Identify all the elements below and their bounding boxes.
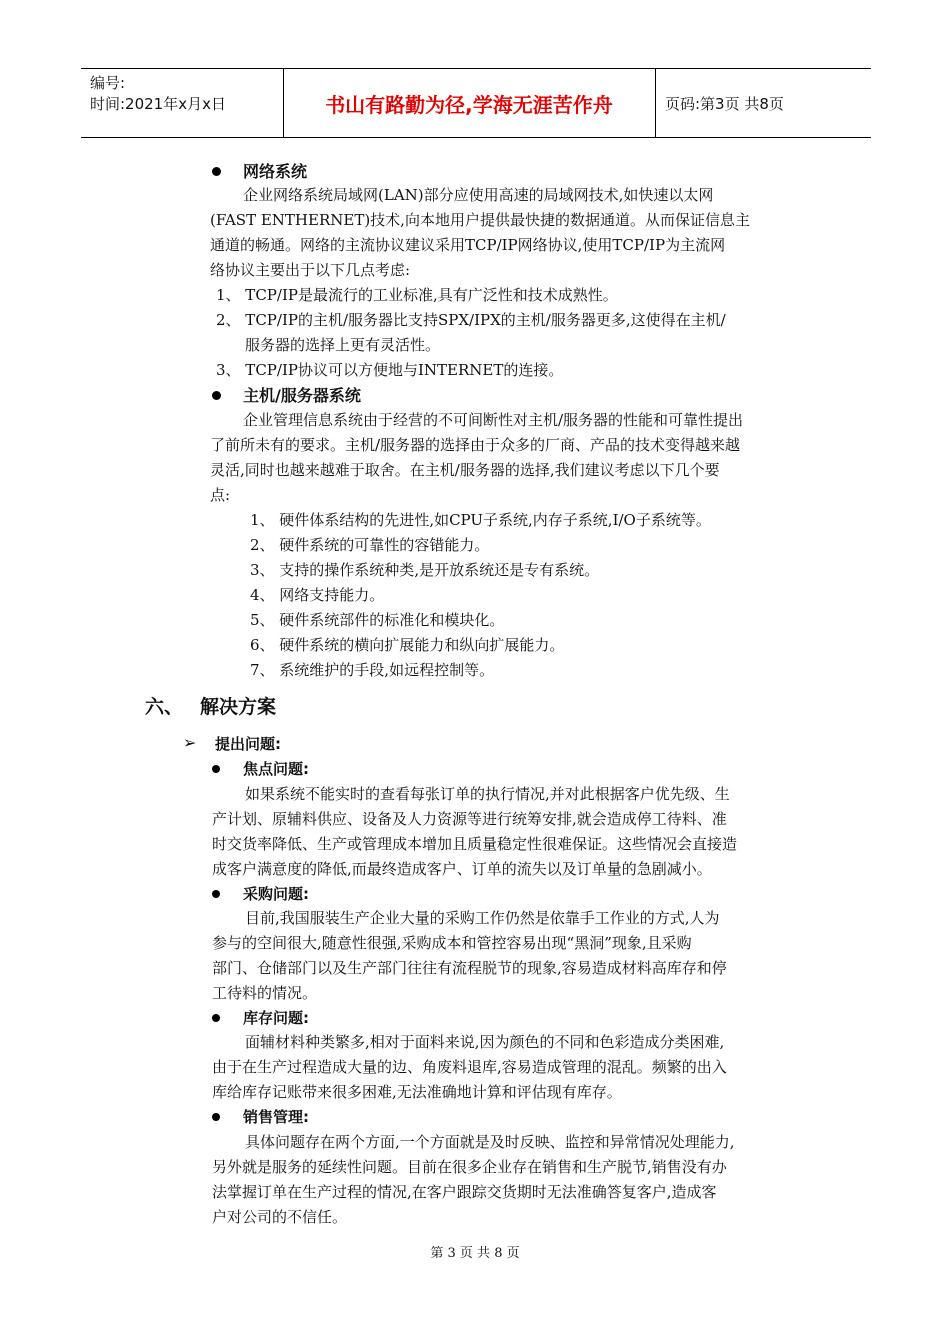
page-footer: 第 3 页 共 8 页 xyxy=(430,1246,520,1261)
header-meta xyxy=(90,73,226,115)
section-number: 六、 xyxy=(145,696,184,718)
paragraph-line: (FAST ENTHERNET)技术,向本地用户提供最快捷的数据通道。从而保证信息主 xyxy=(210,211,750,229)
list-item: 3、 TCP/IP协议可以方便地与INTERNET的连接。 xyxy=(216,361,564,379)
paragraph-line: 产计划、原辅料供应、设备及人力资源等进行统筹安排,就会造成停工待料、准 xyxy=(212,810,727,828)
paragraph-line: 法掌握订单在生产过程的情况,在客户跟踪交货期时无法准确答复客户,造成客 xyxy=(212,1183,717,1201)
paragraph-line: 如果系统不能实时的查看每张订单的执行情况,并对此根据客户优先级、生 xyxy=(245,785,730,803)
page-header xyxy=(81,68,871,138)
paragraph-line: 参与的空间很大,随意性很强,采购成本和管控容易出现“黑洞”现象,且采购 xyxy=(212,934,692,952)
paragraph-line: 络协议主要出于以下几点考虑: xyxy=(210,261,411,279)
list-item: 4、 网络支持能力。 xyxy=(250,586,385,604)
bullet-icon xyxy=(212,765,220,773)
paragraph-line: 点: xyxy=(210,486,231,504)
heading-server: 主机/服务器系统 xyxy=(243,386,361,405)
list-item: 1、 硬件体系结构的先进性,如CPU子系统,内存子系统,I/O子系统等。 xyxy=(250,511,711,529)
heading-sales: 销售管理: xyxy=(243,1108,309,1126)
heading-inventory: 库存问题: xyxy=(243,1009,309,1027)
list-item: 2、 硬件系统的可靠性的容错能力。 xyxy=(250,536,490,554)
list-item: 2、 TCP/IP的主机/服务器比支持SPX/IPX的主机/服务器更多,这使得在主机/ xyxy=(216,311,726,329)
header-page-number: 页码:第3页 共8页 xyxy=(665,94,784,113)
bullet-icon xyxy=(212,1113,220,1121)
list-item: 6、 硬件系统的横向扩展能力和纵向扩展能力。 xyxy=(250,636,565,654)
paragraph-line: 时交货率降低、生产或管理成本增加且质量稳定性很难保证。这些情况会直接造 xyxy=(212,835,738,853)
heading-purchase: 采购问题: xyxy=(243,885,309,903)
header-divider xyxy=(655,69,656,137)
paragraph-line: 通道的畅通。网络的主流协议建议采用TCP/IP网络协议,使用TCP/IP为主流网 xyxy=(210,236,726,254)
paragraph-line: 具体问题存在两个方面,一个方面就是及时反映、监控和异常情况处理能力, xyxy=(245,1133,735,1151)
list-item: 3、 支持的操作系统种类,是开放系统还是专有系统。 xyxy=(250,561,600,579)
bullet-icon xyxy=(212,890,220,898)
bullet-icon xyxy=(212,1014,220,1022)
paragraph-line: 了前所未有的要求。主机/服务器的选择由于众多的厂商、产品的技术变得越来越 xyxy=(210,436,741,454)
heading-focus: 焦点问题: xyxy=(243,760,309,778)
paragraph-line: 面辅材料种类繁多,相对于面料来说,因为颜色的不同和色彩造成分类困难, xyxy=(245,1033,725,1051)
paragraph-line: 由于在生产过程造成大量的边、角废料退库,容易造成管理的混乱。频繁的出入 xyxy=(212,1058,727,1076)
paragraph-line: 成客户满意度的降低,而最终造成客户、订单的流失以及订单量的急剧减小。 xyxy=(212,860,712,878)
bullet-icon xyxy=(212,391,221,400)
list-item: 7、 系统维护的手段,如远程控制等。 xyxy=(250,661,495,679)
section-title: 解决方案 xyxy=(200,696,277,718)
heading-network: 网络系统 xyxy=(243,162,308,181)
header-motto: 书山有路勤为径,学海无涯苦作舟 xyxy=(325,92,613,117)
paragraph-line: 户对公司的不信任。 xyxy=(212,1208,348,1226)
chevron-right-icon: ➢ xyxy=(183,733,197,752)
list-item: 1、 TCP/IP是最流行的工业标准,具有广泛性和技术成熟性。 xyxy=(216,286,618,304)
paragraph-line: 工待料的情况。 xyxy=(212,984,318,1002)
subheading: 提出问题: xyxy=(215,735,281,753)
header-number: 编号: xyxy=(90,74,126,92)
paragraph-line: 部门、仓储部门以及生产部门往往有流程脱节的现象,容易造成材料高库存和停 xyxy=(212,959,727,977)
paragraph-line: 企业管理信息系统由于经营的不可间断性对主机/服务器的性能和可靠性提出 xyxy=(243,411,744,429)
paragraph-line: 企业网络系统局域网(LAN)部分应使用高速的局域网技术,如快速以太网 xyxy=(243,186,714,204)
paragraph-line: 库给库存记账带来很多困难,无法准确地计算和评估现有库存。 xyxy=(212,1083,622,1101)
paragraph-line: 灵活,同时也越来越难于取舍。在主机/服务器的选择,我们建议考虑以下几个要 xyxy=(210,461,720,479)
list-item: 5、 硬件系统部件的标准化和模块化。 xyxy=(250,611,505,629)
paragraph-line: 目前,我国服装生产企业大量的采购工作仍然是依靠手工作业的方式,人为 xyxy=(245,909,720,927)
header-time: 时间:2021年x月x日 xyxy=(90,95,226,113)
paragraph-line: 另外就是服务的延续性问题。目前在很多企业存在销售和生产脱节,销售没有办 xyxy=(212,1158,727,1176)
bullet-icon xyxy=(212,167,221,176)
list-item: 服务器的选择上更有灵活性。 xyxy=(245,336,441,354)
